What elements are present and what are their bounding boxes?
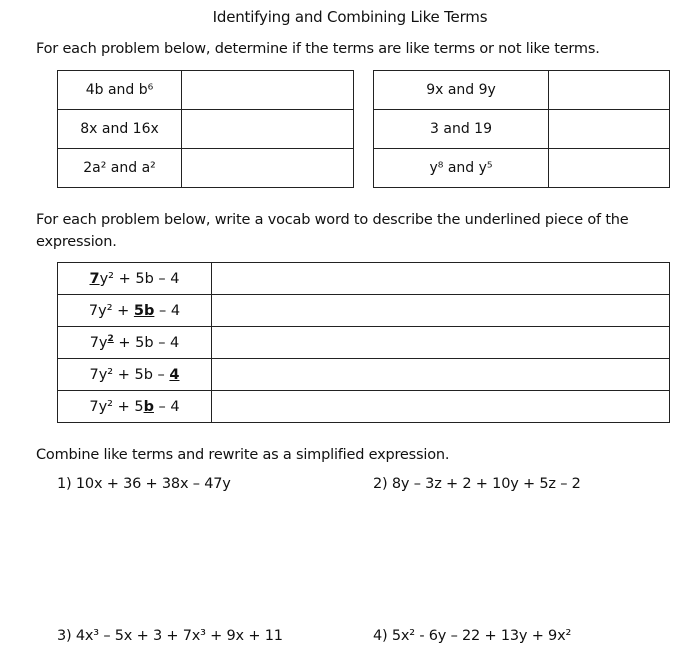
answer-cell[interactable]: [212, 295, 670, 327]
answer-cell[interactable]: [182, 149, 354, 188]
underlined-part: 2: [107, 334, 114, 345]
table-row: [58, 149, 354, 188]
term-pair: 8x and 16x: [58, 110, 182, 149]
term-pair: 2a² and a²: [58, 149, 182, 188]
problem-3: 3) 4x³ – 5x + 3 + 7x³ + 9x + 11: [57, 628, 283, 644]
expression: 7y² + 5b – 4: [58, 295, 212, 327]
term-pair: 4b and b⁶: [58, 71, 182, 110]
answer-cell[interactable]: [549, 110, 670, 149]
problem-2: 2) 8y – 3z + 2 + 10y + 5z – 2: [373, 476, 581, 492]
table-row: [58, 295, 670, 327]
answer-cell[interactable]: [549, 149, 670, 188]
answer-cell[interactable]: [182, 110, 354, 149]
like-terms-table-left: [57, 70, 354, 188]
table-row: [374, 110, 670, 149]
answer-cell[interactable]: [212, 263, 670, 295]
answer-cell[interactable]: [212, 327, 670, 359]
problem-4: 4) 5x² - 6y – 22 + 13y + 9x²: [373, 628, 572, 644]
table-row: [58, 110, 354, 149]
term-pair: 3 and 19: [374, 110, 549, 149]
instruction-vocab: For each problem below, write a vocab word to describe the underlined piece of the expression.: [36, 212, 629, 250]
table-row: [58, 391, 670, 423]
table-row: [374, 71, 670, 110]
expression: 7y² + 5b – 4: [58, 263, 212, 295]
term-pair: y⁸ and y⁵: [374, 149, 549, 188]
answer-cell[interactable]: [212, 391, 670, 423]
answer-cell[interactable]: [182, 71, 354, 110]
instruction-combine: Combine like terms and rewrite as a simplified expression.: [36, 447, 450, 463]
table-row: [58, 327, 670, 359]
page-title: Identifying and Combining Like Terms: [212, 8, 488, 26]
underlined-part: 4: [169, 366, 180, 383]
expression: 7y² + 5b – 4: [58, 391, 212, 423]
table-row: [58, 359, 670, 391]
instruction-like-terms: For each problem below, determine if the terms are like terms or not like terms.: [36, 41, 600, 57]
answer-cell[interactable]: [212, 359, 670, 391]
term-pair: 9x and 9y: [374, 71, 549, 110]
underlined-part: b: [143, 398, 154, 415]
underlined-part: 5b: [133, 302, 155, 319]
answer-cell[interactable]: [549, 71, 670, 110]
table-row: [58, 263, 670, 295]
problem-1: 1) 10x + 36 + 38x – 47y: [57, 476, 231, 492]
expression: $7y^2 + 5b - 4$: [58, 327, 212, 359]
expression: 7y² + 5b – 4: [58, 359, 212, 391]
underlined-part: 7: [89, 270, 100, 287]
table-row: [58, 71, 354, 110]
vocab-table: [57, 262, 670, 423]
like-terms-table-right: [373, 70, 670, 188]
table-row: [374, 149, 670, 188]
